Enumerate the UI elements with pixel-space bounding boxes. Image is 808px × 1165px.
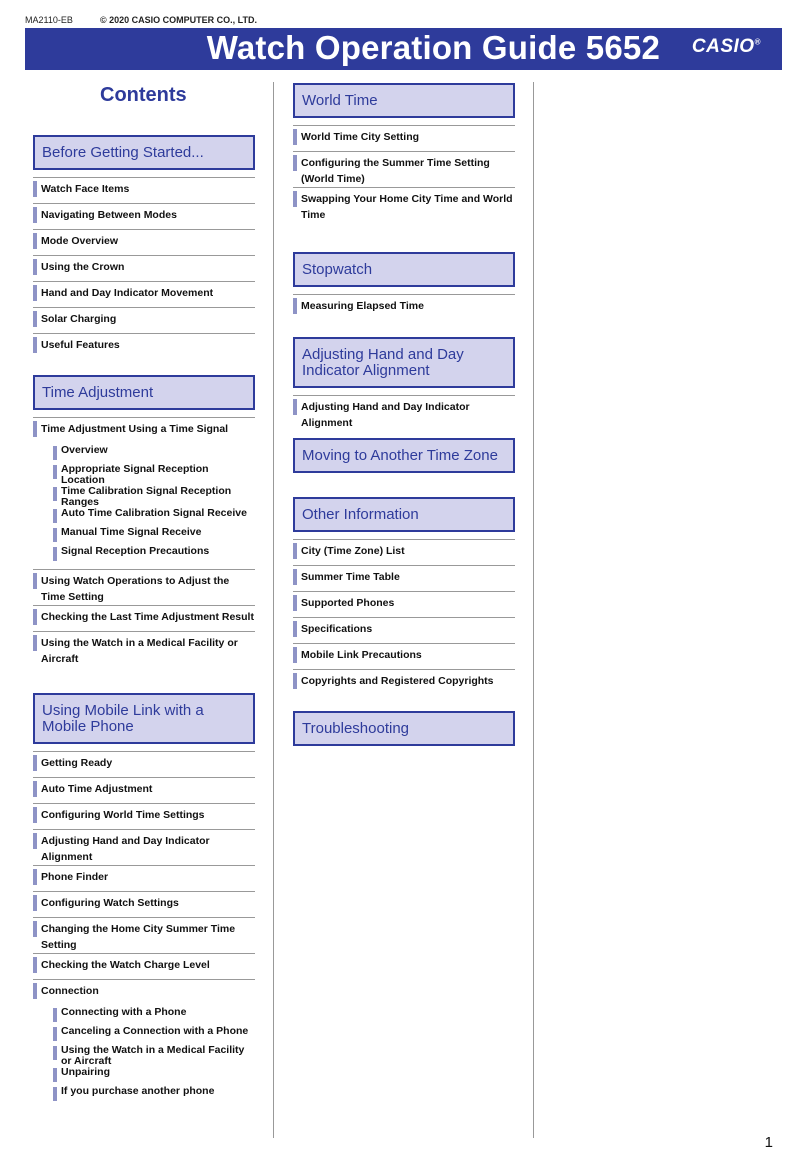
item-marker — [293, 673, 297, 689]
toc-item[interactable] — [293, 591, 515, 617]
brand-logo — [692, 36, 761, 58]
item-marker — [33, 311, 37, 327]
toc-item-list — [33, 751, 253, 1109]
toc-subitem[interactable] — [53, 445, 253, 464]
toc-subitem-label[interactable]: Unpairing — [61, 1066, 110, 1078]
toc-item-label[interactable]: Checking the Last Time Adjustment Result — [41, 611, 254, 623]
toc-subitem[interactable] — [53, 1045, 253, 1067]
toc-item[interactable] — [33, 229, 255, 255]
toc-subitem-list — [33, 1005, 253, 1109]
toc-item[interactable] — [33, 333, 255, 359]
brand-name: CASIO — [691, 36, 755, 57]
toc-item[interactable] — [33, 803, 255, 829]
registered-mark: ® — [754, 37, 761, 47]
toc-item[interactable] — [293, 539, 515, 565]
subitem-marker — [53, 465, 57, 479]
toc-section — [293, 252, 513, 320]
toc-subitem-label[interactable]: Overview — [61, 444, 108, 456]
item-marker — [33, 573, 37, 589]
toc-subitem-label[interactable]: Signal Reception Precautions — [61, 545, 210, 557]
toc-item-list — [293, 294, 513, 320]
toc-subitem[interactable] — [53, 1026, 253, 1045]
toc-item[interactable] — [33, 891, 255, 917]
toc-item[interactable] — [293, 669, 515, 695]
item-marker — [33, 609, 37, 625]
toc-item-label[interactable]: Configuring World Time Settings — [41, 809, 205, 821]
toc-subitem-label[interactable]: Auto Time Calibration Signal Receive — [61, 507, 247, 519]
toc-subitem-label[interactable]: Canceling a Connection with a Phone — [61, 1025, 249, 1037]
toc-section — [33, 693, 253, 1109]
toc-item-label[interactable]: Phone Finder — [41, 871, 109, 883]
item-marker — [33, 635, 37, 651]
toc-item[interactable] — [33, 177, 255, 203]
subitem-marker — [53, 547, 57, 561]
toc-item-label[interactable]: Solar Charging — [41, 313, 117, 325]
toc-item[interactable] — [33, 281, 255, 307]
contents-heading: Contents — [100, 84, 187, 106]
toc-item-label[interactable]: Mobile Link Precautions — [301, 649, 422, 661]
toc-section-heading[interactable]: Stopwatch — [293, 252, 515, 287]
toc-item[interactable] — [293, 565, 515, 591]
toc-item-label[interactable]: Using Watch Operations to Adjust the Time Setting — [41, 575, 230, 603]
toc-section-heading[interactable]: World Time — [293, 83, 515, 118]
item-marker — [33, 285, 37, 301]
toc-subitem-label[interactable]: If you purchase another phone — [61, 1085, 215, 1097]
subitem-marker — [53, 446, 57, 460]
column-divider-left — [273, 82, 274, 1138]
toc-item-label[interactable]: Adjusting Hand and Day Indicator Alignment — [301, 401, 470, 429]
toc-section-heading[interactable]: Other Information — [293, 497, 515, 532]
toc-item-label[interactable]: Getting Ready — [41, 757, 113, 769]
toc-section-heading[interactable]: Moving to Another Time Zone — [293, 438, 515, 473]
toc-item-label[interactable]: Supported Phones — [301, 597, 395, 609]
toc-item[interactable] — [293, 294, 515, 320]
toc-subitem-label[interactable]: Time Calibration Signal Reception Ranges — [61, 485, 232, 508]
toc-item[interactable] — [293, 187, 515, 223]
item-marker — [293, 191, 297, 207]
toc-item-label[interactable]: Navigating Between Modes — [41, 209, 177, 221]
toc-subitem[interactable] — [53, 1007, 253, 1026]
item-marker — [33, 233, 37, 249]
toc-subitem[interactable] — [53, 527, 253, 546]
toc-item[interactable] — [33, 605, 255, 631]
toc-item-label[interactable]: Configuring Watch Settings — [41, 897, 179, 909]
document-code: MA2110-EB — [25, 15, 73, 25]
item-marker — [293, 399, 297, 415]
subitem-marker — [53, 509, 57, 523]
toc-item-label[interactable]: Auto Time Adjustment — [41, 783, 153, 795]
item-marker — [33, 833, 37, 849]
toc-item[interactable] — [293, 617, 515, 643]
toc-item-label[interactable]: Using the Crown — [41, 261, 125, 273]
toc-subitem[interactable] — [53, 1067, 253, 1086]
toc-item[interactable] — [33, 631, 255, 667]
toc-item-label[interactable]: Configuring the Summer Time Setting (World Time) — [301, 157, 490, 185]
toc-item-label[interactable]: Watch Face Items — [41, 183, 130, 195]
toc-section — [33, 375, 253, 667]
item-marker — [293, 543, 297, 559]
item-marker — [293, 595, 297, 611]
toc-item-label[interactable]: Adjusting Hand and Day Indicator Alignment — [41, 835, 210, 863]
toc-section — [293, 337, 513, 431]
subitem-marker — [53, 1046, 57, 1060]
toc-item-label[interactable]: Changing the Home City Summer Time Setting — [41, 923, 236, 951]
item-marker — [293, 569, 297, 585]
toc-section — [293, 497, 513, 695]
toc-section-heading[interactable]: Time Adjustment — [33, 375, 255, 410]
item-marker — [293, 155, 297, 171]
toc-subitem-label[interactable]: Appropriate Signal Reception Location — [61, 463, 209, 486]
toc-item[interactable] — [33, 203, 255, 229]
toc-item[interactable] — [33, 777, 255, 803]
item-marker — [33, 337, 37, 353]
toc-item-label[interactable]: Swapping Your Home City Time and World Time — [301, 193, 513, 221]
toc-item[interactable] — [33, 953, 255, 979]
toc-section-heading[interactable]: Troubleshooting — [293, 711, 515, 746]
page-title: Watch Operation Guide 5652 — [206, 29, 660, 66]
subitem-marker — [53, 1068, 57, 1082]
toc-section — [293, 83, 513, 223]
toc-item-label[interactable]: Checking the Watch Charge Level — [41, 959, 210, 971]
toc-subitem[interactable] — [53, 464, 253, 486]
toc-item[interactable] — [33, 917, 255, 953]
toc-item-label[interactable]: Mode Overview — [41, 235, 119, 247]
toc-item[interactable] — [33, 569, 255, 605]
toc-section — [293, 438, 513, 473]
subitem-marker — [53, 487, 57, 501]
item-marker — [33, 207, 37, 223]
toc-item-label[interactable]: Copyrights and Registered Copyrights — [301, 675, 494, 687]
toc-item[interactable] — [293, 125, 515, 151]
item-marker — [33, 869, 37, 885]
toc-item[interactable] — [33, 979, 255, 1005]
toc-item-label[interactable]: Connection — [41, 985, 99, 997]
toc-item[interactable] — [293, 151, 515, 187]
toc-item[interactable] — [33, 255, 255, 281]
subitem-marker — [53, 528, 57, 542]
toc-subitem[interactable] — [53, 486, 253, 508]
item-marker — [33, 957, 37, 973]
item-marker — [33, 921, 37, 937]
column-divider-right — [533, 82, 534, 1138]
toc-item-label[interactable]: Using the Watch in a Medical Facility or Aircraft — [41, 637, 238, 665]
toc-subitem[interactable] — [53, 508, 253, 527]
item-marker — [293, 298, 297, 314]
item-marker — [33, 421, 37, 437]
toc-section-heading[interactable]: Using Mobile Link with a Mobile Phone — [33, 693, 255, 744]
toc-item[interactable] — [33, 417, 255, 443]
item-marker — [33, 807, 37, 823]
item-marker — [33, 895, 37, 911]
item-marker — [293, 647, 297, 663]
toc-item-label[interactable]: Summer Time Table — [301, 571, 400, 583]
toc-section — [293, 711, 513, 746]
item-marker — [33, 983, 37, 999]
toc-item-label[interactable]: Measuring Elapsed Time — [301, 300, 424, 312]
toc-item-list — [33, 417, 253, 667]
toc-subitem-label[interactable]: Manual Time Signal Receive — [61, 526, 202, 538]
toc-item-list — [293, 125, 513, 223]
toc-subitem[interactable] — [53, 1086, 253, 1105]
toc-subitem-label[interactable]: Using the Watch in a Medical Facility or Aircraft — [61, 1044, 245, 1067]
toc-item[interactable] — [293, 643, 515, 669]
item-marker — [33, 181, 37, 197]
copyright-notice: © 2020 CASIO COMPUTER CO., LTD. — [100, 15, 257, 25]
toc-item-label[interactable]: World Time City Setting — [301, 131, 420, 143]
toc-section-heading[interactable]: Before Getting Started... — [33, 135, 255, 170]
toc-item-list — [33, 177, 253, 359]
toc-subitem-list — [33, 443, 253, 569]
toc-item[interactable] — [33, 307, 255, 333]
toc-subitem[interactable] — [53, 546, 253, 565]
toc-item-list — [293, 395, 513, 431]
toc-item-label[interactable]: City (Time Zone) List — [301, 545, 405, 557]
subitem-marker — [53, 1027, 57, 1041]
subitem-marker — [53, 1008, 57, 1022]
page-number: 1 — [764, 1134, 773, 1151]
toc-item[interactable] — [33, 865, 255, 891]
toc-subitem-label[interactable]: Connecting with a Phone — [61, 1006, 187, 1018]
item-marker — [33, 781, 37, 797]
toc-item-label[interactable]: Specifications — [301, 623, 373, 635]
toc-section — [33, 135, 253, 359]
toc-item-label[interactable]: Useful Features — [41, 339, 120, 351]
toc-item-label[interactable]: Time Adjustment Using a Time Signal — [41, 423, 229, 435]
item-marker — [33, 755, 37, 771]
subitem-marker — [53, 1087, 57, 1101]
toc-item-label[interactable]: Hand and Day Indicator Movement — [41, 287, 214, 299]
toc-item[interactable] — [293, 395, 515, 431]
title-banner — [25, 28, 782, 70]
item-marker — [293, 621, 297, 637]
item-marker — [293, 129, 297, 145]
item-marker — [33, 259, 37, 275]
toc-item[interactable] — [33, 751, 255, 777]
toc-item-list — [293, 539, 513, 695]
toc-section-heading[interactable]: Adjusting Hand and Day Indicator Alignment — [293, 337, 515, 388]
toc-item[interactable] — [33, 829, 255, 865]
